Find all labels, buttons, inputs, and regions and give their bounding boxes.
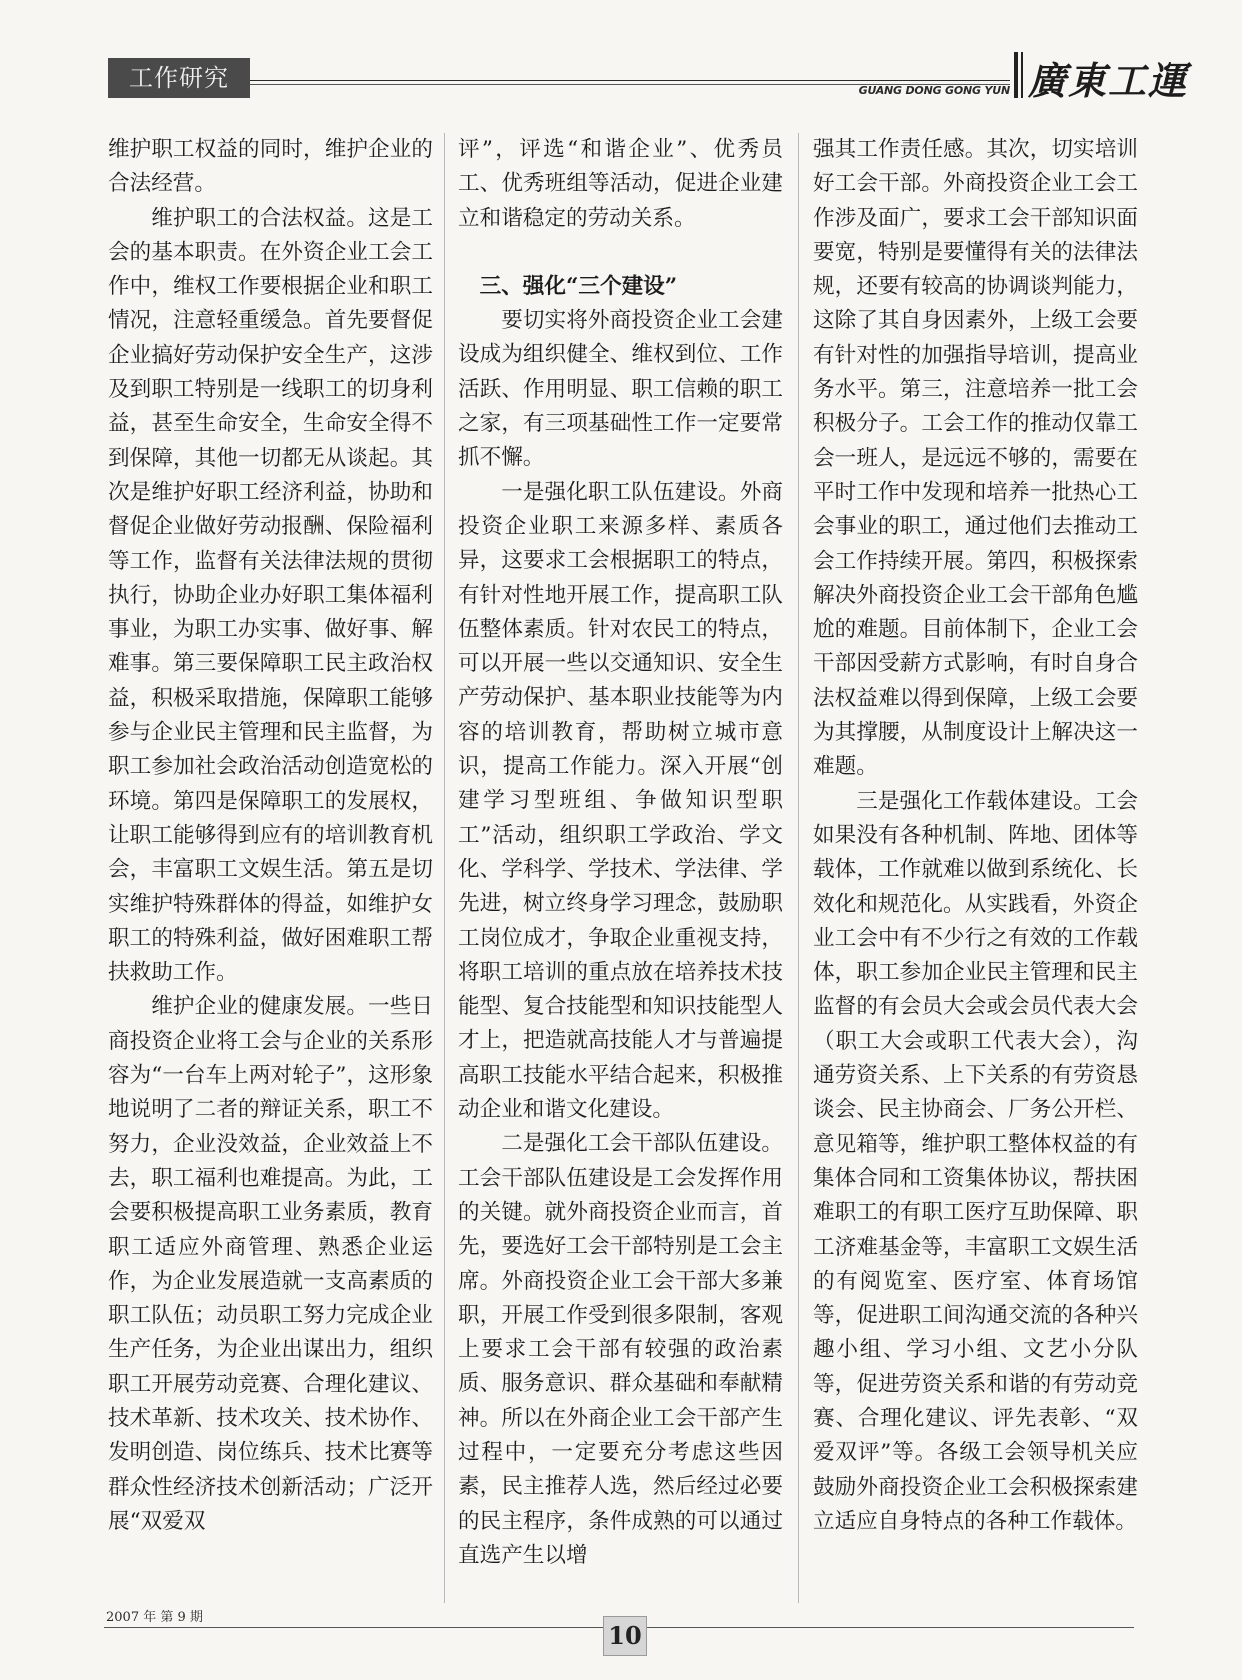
issue-label: 2007 年 第 9 期 <box>106 1610 203 1625</box>
section-spacer <box>458 236 783 270</box>
column-divider <box>444 133 445 1603</box>
magazine-logo-bar-thin <box>1021 52 1023 98</box>
paragraph: 评”，评选“和谐企业”、优秀员工、优秀班组等活动，促进企业建立和谐稳定的劳动关系。 <box>458 137 783 231</box>
magazine-name-english: GUANG DONG GONG YUN <box>858 84 1010 97</box>
paragraph: 三是强化工作载体建设。工会如果没有各种机制、阵地、团体等载体，工作就难以做到系统化、长效化和规范化。从实践看，外资企业工会中有不少行之有效的工作载体，职工参加企业民主管理和民主监督的有会员大会或会员代表大会（职工大会或职工代表大会），沟通劳资关系、上下关系的有劳资恳谈会、民主协商会、厂务公开栏、意见箱等，维护职工整体权益的有集体合同和工资集体协议，帮扶困难职工的有职工医疗互助保障、职工济难基金等，丰富职工文娱生活的有阅览室、医疗室、体育场馆等，促进职工间沟通交流的各种兴趣小组、学习小组、文艺小分队等，促进劳资关系和谐的有劳动竞赛、合理化建议、评先表彰、“双爱双评”等。各级工会领导机关应鼓励外商投资企业工会积极探索建立适应自身特点的各种工作载体。 <box>813 788 1138 1534</box>
paragraph: 强其工作责任感。其次，切实培训好工会干部。外商投资企业工会工作涉及面广，要求工会干部知识面要宽，特别是要懂得有关的法律法规，还要有较高的协调谈判能力，这除了其自身因素外，上级工会要有针对性的加强指导培训，提高业务水平。第三，注意培养一批工会积极分子。工会工作的推动仅靠工会一班人，是远远不够的，需要在平时工作中发现和培养一批热心工会事业的职工，通过他们去推动工会工作持续开展。第四，积极探索解决外商投资企业工会干部角色尴尬的难题。目前体制下，企业工会干部因受薪方式影响，有时自身合法权益难以得到保障，上级工会要为其撑腰，从制度设计上解决这一难题。 <box>813 137 1138 780</box>
paragraph: 维护企业的健康发展。一些日商投资企业将工会与企业的关系形容为“一台车上两对轮子”，这形象地说明了二者的辩证关系，职工不努力，企业没效益，企业效益上不去，职工福利也难提高。为此，工会要积极提高职工业务素质，教育职工适应外商管理、熟悉企业运作，为企业发展造就一支高素质的职工队伍；动员职工努力完成企业生产任务，为企业出谋出力，组织职工开展劳动竞赛、合理化建议、技术革新、技术攻关、技术协作、发明创造、岗位练兵、技术比赛等群众性经济技术创新活动；广泛开展“双爱双 <box>108 994 433 1534</box>
page-number: 10 <box>603 1616 647 1656</box>
paragraph: 维护职工的合法权益。这是工会的基本职责。在外资企业工会工作中，维权工作要根据企业和职工情况，注意轻重缓急。首先要督促企业搞好劳动保护安全生产，这涉及到职工特别是一线职工的切身利益，甚至生命安全，生命安全得不到保障，其他一切都无从谈起。其次是维护好职工经济利益，协助和督促企业做好劳动报酬、保险福利等工作，监督有关法律法规的贯彻执行，协助企业办好职工集体福利事业，为职工办实事、做好事、解难事。第三要保障职工民主政治权益，积极采取措施，保障职工能够参与企业民主管理和民主监督，为职工参加社会政治活动创造宽松的环境。第四是保障职工的发展权，让职工能够得到应有的培训教育机会，丰富职工文娱生活。第五是切实维护特殊群体的得益，如维护女职工的特殊利益，做好困难职工帮扶救助工作。 <box>108 205 433 986</box>
paragraph: 维护职工权益的同时，维护企业的合法经营。 <box>108 137 433 197</box>
section-heading: 三、强化“三个建设” <box>479 273 678 299</box>
header-rule <box>250 80 1010 81</box>
section-label: 工作研究 <box>108 58 250 98</box>
article-column-middle <box>458 133 783 1573</box>
column-divider <box>798 133 799 1603</box>
article-column-right <box>813 133 1138 1539</box>
paragraph: 要切实将外商投资企业工会建设成为组织健全、维权到位、工作活跃、作用明显、职工信赖的职工之家，有三项基础性工作一定要常抓不懈。 <box>458 308 783 471</box>
magazine-logo: 廣東工運 <box>1028 58 1189 103</box>
magazine-logo-bar <box>1014 52 1018 98</box>
paragraph: 一是强化职工队伍建设。外商投资企业职工来源多样、素质各异，这要求工会根据职工的特点，有针对性地开展工作，提高职工队伍整体素质。针对农民工的特点，可以开展一些以交通知识、安全生产劳动保护、基本职业技能等为内容的培训教育，帮助树立城市意识，提高工作能力。深入开展“创建学习型班组、争做知识型职工”活动，组织职工学政治、学文化、学科学、学技术、学法律、学先进，树立终身学习理念，鼓励职工岗位成才，争取企业重视支持，将职工培训的重点放在培养技术技能型、复合技能型和知识技能型人才上，把造就高技能人才与普遍提高职工技能水平结合起来，积极推动企业和谐文化建设。 <box>458 479 783 1123</box>
article-column-left <box>108 133 433 1539</box>
paragraph: 二是强化工会干部队伍建设。工会干部队伍建设是工会发挥作用的关键。就外商投资企业而言，首先，要选好工会干部特别是工会主席。外商投资企业工会干部大多兼职，开展工作受到很多限制，客观上要求工会干部有较强的政治素质、服务意识、群众基础和奉献精神。所以在外商企业工会干部产生过程中，一定要充分考虑这些因素，民主推荐人选，然后经过必要的民主程序，条件成熟的可以通过直选产生以增 <box>458 1131 783 1568</box>
